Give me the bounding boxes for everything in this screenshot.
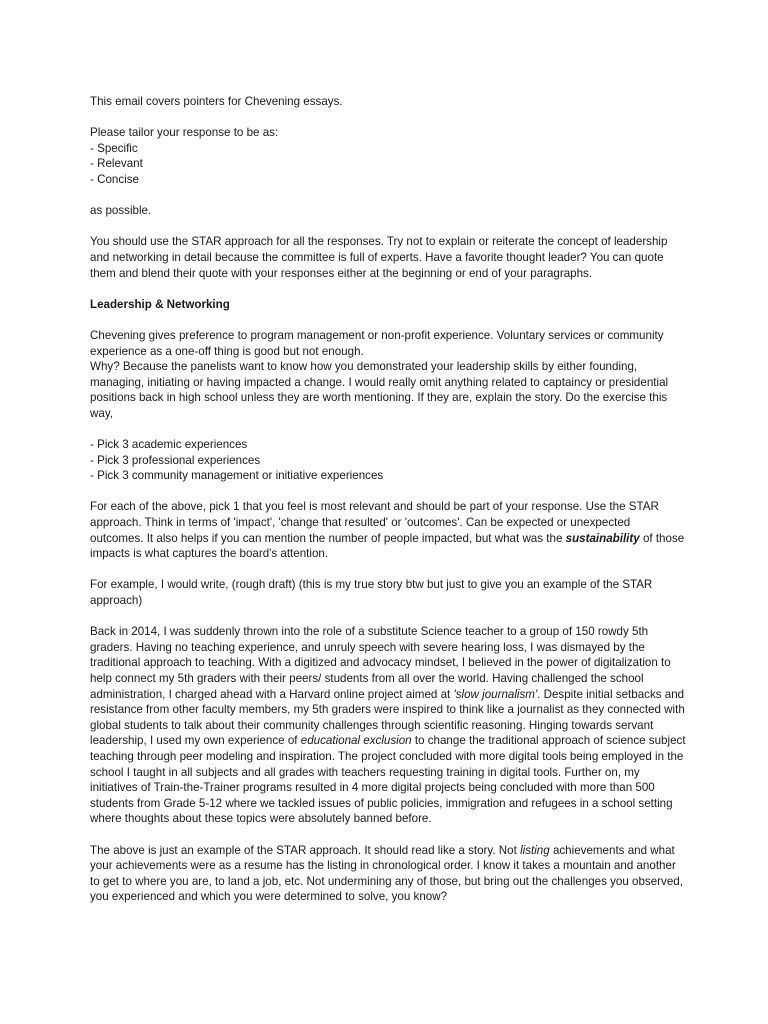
listing-emphasis: listing: [520, 843, 550, 857]
spacer: [90, 312, 686, 328]
pick-academic: - Pick 3 academic experiences: [90, 438, 248, 452]
impact-paragraph: [90, 499, 686, 561]
section-heading: Leadership & Networking: [90, 297, 230, 311]
story-text-b: . Despite initial setbacks and resistance from other faculty members, my 5th graders were inspired to think like a journalist as they connected with global students to talk about their community challenges through scientific reasoning. Hinging towards servant leadership, I used my own experience of: [90, 687, 685, 748]
tailor-line: Please tailor your response to be as:: [90, 126, 279, 140]
bullet-specific: - Specific: [90, 141, 138, 155]
spacer: [90, 421, 686, 437]
why-paragraph: Why? Because the panelists want to know how you demonstrated your leadership skills by either founding, managing, initiating or having impacted a change. I would really omit anything related to captaincy or presidential positions back in high school unless they are worth mentioning. If they are, explain the story. Do the exercise this way,: [90, 360, 669, 420]
pick-community: - Pick 3 community management or initiative experiences: [90, 469, 384, 483]
bullet-concise: - Concise: [90, 172, 139, 186]
educational-exclusion-emphasis: educational exclusion: [300, 734, 412, 748]
example-intro-paragraph: For example, I would write, (rough draft) (this is my true story btw but just to give you an example of the STAR approach): [90, 578, 653, 607]
sustainability-emphasis: sustainability: [565, 531, 640, 545]
impact-text-a: For each of the above, pick 1 that you feel is most relevant and should be part of your response. Use the STAR approach. Think in terms of 'impact', 'change that resulted' or 'outcomes'. Can be expected or unexpected outcomes. It also helps if you can mention the number of people impacted, but what was the: [90, 500, 659, 545]
intro-line: This email covers pointers for Chevening essays.: [90, 95, 343, 108]
star-intro-paragraph: You should use the STAR approach for all the responses. Try not to explain or reiterate the concept of leadership and networking in detail because the committee is full of experts. Have a favorite thought leader? You can quote them and blend their quote with your responses either at the beginning or end of your paragraphs.: [90, 235, 668, 280]
spacer: [90, 219, 686, 235]
story-text-a: Back in 2014, I was suddenly thrown into the role of a substitute Science teacher to a group of 150 rowdy 5th graders. Having no teaching experience, and unruly speech with severe hearing loss, I was dismayed by the traditional approach to teaching. With a digitized and advocacy mindset, I believed in the power of digitalization to help connect my 5th graders with their peers/ students from all over the world. Having challenged the school administration, I charged ahead with a Harvard online project aimed at: [90, 625, 671, 701]
slow-journalism-emphasis: 'slow journalism': [453, 687, 538, 701]
story-text-c: to change the traditional approach of science subject teaching through peer modeling and inspiration. The project concluded with more digital tools being employed in the school I taught in all subjects and all grades with teachers requesting training in digital tools. Further on, my initiatives of Train-the-Trainer programs resulted in 4 more digital projects being concluded with more than 500 students from Grade 5-12 where we tackled issues of public policies, immigration and refugees in a school setting where thoughts about these topics were absolutely banned before.: [90, 734, 686, 826]
spacer: [90, 827, 686, 843]
spacer: [90, 110, 686, 126]
impact-text-b: of those impacts is what captures the board's attention.: [90, 531, 685, 561]
spacer: [90, 188, 686, 204]
bullet-relevant: - Relevant: [90, 157, 143, 171]
preference-paragraph: Chevening gives preference to program management or non-profit experience. Voluntary services or community experience as a one-off thing is good but not enough.: [90, 328, 664, 358]
as-possible-line: as possible.: [90, 204, 152, 218]
spacer: [90, 609, 686, 625]
closing-paragraph: [90, 843, 686, 905]
closing-text-a: The above is just an example of the STAR approach. It should read like a story. Not: [90, 843, 521, 857]
document-body: [90, 94, 686, 905]
spacer: [90, 562, 686, 578]
story-paragraph: [90, 624, 686, 827]
spacer: [90, 281, 686, 297]
pick-professional: - Pick 3 professional experiences: [90, 453, 261, 467]
spacer: [90, 484, 686, 500]
closing-text-b: achievements and what your achievements were as a resume has the listing in chronological order. I know it takes a mountain and another to get to where you are, to land a job, etc. Not undermining any of those, but bring out the challenges you observed, you experienced and which you were determined to solve, you know?: [90, 843, 683, 904]
